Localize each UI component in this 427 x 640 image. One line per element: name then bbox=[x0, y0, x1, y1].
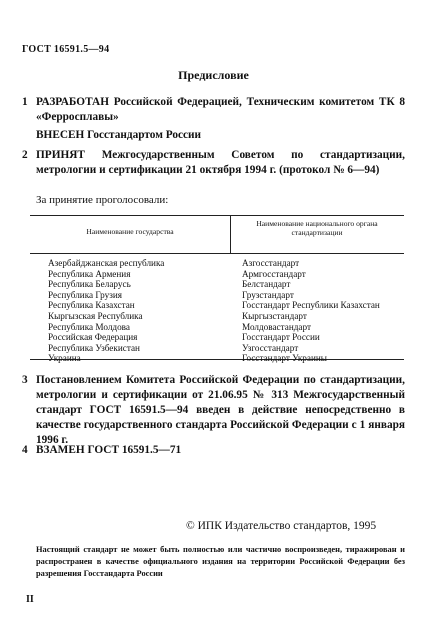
table-cell-state: Республика Грузия bbox=[48, 289, 122, 300]
table-cell-body: Азгосстандарт bbox=[242, 258, 300, 268]
table-header-body: Наименование национального органа стандартизации bbox=[256, 219, 378, 237]
section-number: 4 bbox=[22, 444, 28, 456]
table-cell-body: Узгосстандарт bbox=[242, 342, 299, 353]
section-3 bbox=[0, 373, 427, 448]
table-cell-body: Грузстандарт bbox=[242, 289, 294, 300]
section-text: Российской Федерацией, Техническим комитетом ТК 8 «Ферросплавы» bbox=[36, 96, 405, 123]
copyright: © ИПК Издательство стандартов, 1995 bbox=[186, 520, 377, 532]
page-title: Предисловие bbox=[178, 68, 249, 82]
table-cell-body: Кыргызстандарт bbox=[242, 310, 307, 321]
table-cell-body: Армгосстандарт bbox=[242, 268, 306, 279]
reproduction-notice: Настоящий стандарт не может быть полностью или частично воспроизведен, тиражирован и распространен в качестве официального издания на территории Российской Федерации без разрешения Госстандарта России bbox=[36, 545, 405, 578]
section-1 bbox=[0, 95, 427, 125]
voted-label: За принятие проголосовали: bbox=[36, 194, 169, 206]
table-cell-state: Кыргызская Республика bbox=[48, 310, 143, 321]
bodies-column bbox=[242, 258, 380, 364]
table-cell-state: Украина bbox=[48, 353, 81, 364]
table-cell-state: Республика Узбекистан bbox=[48, 342, 140, 353]
section-4 bbox=[0, 443, 427, 458]
table-cell-body: Госстандарт Украины bbox=[242, 353, 327, 364]
section-text: Госстандартом России bbox=[84, 129, 202, 141]
table-cell-state: Республика Армения bbox=[48, 268, 131, 279]
standard-code: ГОСТ 16591.5—94 bbox=[22, 44, 110, 55]
section-number: 3 bbox=[22, 374, 28, 386]
table-cell-body: Госстандарт России bbox=[242, 332, 320, 343]
section-lead: РАЗРАБОТАН bbox=[36, 96, 110, 108]
section-text: Постановлением Комитета Российской Федерации по стандартизации, метрологии и сертификации от 21.06.95 № 313 Межгосударственный стандарт ГОСТ 16591.5—94 введен в действие непосредственно в качестве государственного стандарта Российской Федерации с 1 января 1996 г. bbox=[36, 374, 405, 446]
table-cell-state: Республика Казахстан bbox=[48, 300, 135, 311]
section-text: ГОСТ 16591.5—71 bbox=[84, 444, 182, 456]
section-number: 2 bbox=[22, 149, 28, 161]
section-lead: ВЗАМЕН bbox=[36, 444, 85, 456]
section-lead: ПРИНЯТ bbox=[36, 149, 85, 161]
table-cell-state: Республика Беларусь bbox=[48, 279, 131, 290]
table-cell-state: Российская Федерация bbox=[48, 332, 138, 343]
table-header-state: Наименование государства bbox=[86, 227, 174, 236]
section-lead: ВНЕСЕН bbox=[36, 129, 85, 141]
section-2 bbox=[0, 148, 427, 178]
section-number: 1 bbox=[22, 96, 28, 108]
table-cell-body: Белстандарт bbox=[242, 279, 291, 290]
table-cell-body: Молдовастандарт bbox=[242, 321, 311, 332]
table-header-rule bbox=[30, 253, 404, 254]
page-number: II bbox=[26, 594, 34, 605]
table-cell-state: Азербайджанская республика bbox=[48, 258, 165, 268]
table-cell-body: Госстандарт Республики Казахстан bbox=[242, 300, 380, 311]
section-1b bbox=[36, 128, 405, 143]
voting-table bbox=[30, 215, 404, 364]
section-text: Межгосударственным Советом по стандартизации, метрологии и сертификации 21 октября 1994 г. (протокол № 6—94) bbox=[36, 149, 405, 176]
table-top-rule bbox=[30, 215, 404, 216]
table-cell-state: Республика Молдова bbox=[48, 321, 130, 332]
states-column bbox=[48, 258, 164, 364]
